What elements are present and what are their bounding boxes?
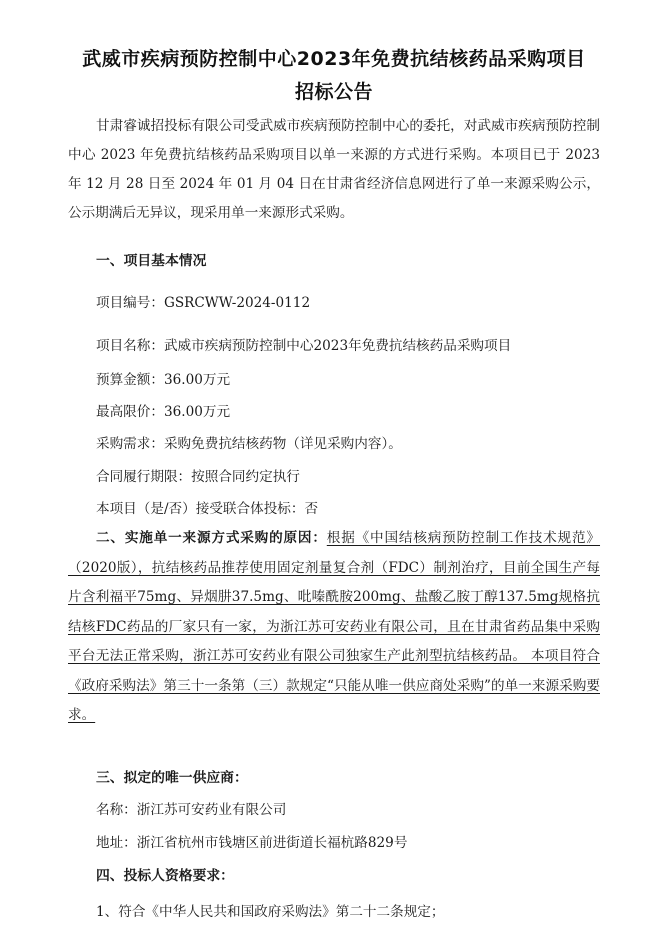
section-1-heading: 一、项目基本情况 (96, 253, 207, 269)
document-title: 武威市疾病预防控制中心2023年免费抗结核药品采购项目 (82, 48, 586, 70)
section-4-heading: 四、投标人资格要求： (96, 868, 234, 884)
supplier-name: 名称：浙江苏可安药业有限公司 (96, 802, 287, 818)
section-2-heading: 二、实施单一来源方式采购的原因： (96, 530, 327, 546)
intro-paragraph: 甘肃睿诚招投标有限公司受武威市疾病预防控制中心的委托，对武威市疾病预防控制中心 2023 年免费抗结核药品采购项目以单一来源的方式进行采购。本项目已于 2023 年 12 月 28 日至 2024 年 01 月 04 日在甘肃省经济信息网进行了单一来源采购公示，公示期满后无异议，现采用单一来源形式采购。 (68, 118, 600, 221)
supplier-address: 地址：浙江省杭州市钱塘区前进街道长福杭路829号 (96, 835, 408, 851)
section-3-heading: 三、拟定的唯一供应商： (96, 770, 248, 786)
procurement-requirement: 采购需求：采购免费抗结核药物（详见采购内容）。 (96, 436, 402, 452)
document-subtitle: 招标公告 (294, 81, 373, 103)
consortium-bid: 本项目（是/否）接受联合体投标：否 (96, 501, 319, 517)
section-2-body: 根据《中国结核病预防控制工作技术规范》（2020版），抗结核药品推荐使用固定剂量复合剂（FDC）制剂治疗，目前全国生产每片含利福平75mg、异烟肼37.5mg、吡嗪酰胺200mg、盐酸乙胺丁醇137.5mg规格抗结核FDC药品的厂家只有一家，为浙江苏可安药业有限公司，且在甘肃省药品集中采购平台无法正常采购，浙江苏可安药业有限公司独家生产此剂型抗结核药品。 本项目符合《政府采购法》第三十一条第（三）款规定“只能从唯一供应商处采购”的单一来源采购要求。 (68, 530, 601, 723)
contract-period: 合同履行期限：按照合同约定执行 (96, 469, 300, 485)
qualification-item-1: 1、符合《中华人民共和国政府采购法》第二十二条规定； (96, 904, 445, 920)
project-name: 项目名称：武威市疾病预防控制中心2023年免费抗结核药品采购项目 (96, 338, 512, 354)
section-2-paragraph (68, 524, 600, 731)
max-price: 最高限价：36.00万元 (96, 404, 231, 420)
budget-amount: 预算金额：36.00万元 (96, 372, 231, 388)
project-number: 项目编号：GSRCWW-2024-0112 (96, 295, 311, 311)
